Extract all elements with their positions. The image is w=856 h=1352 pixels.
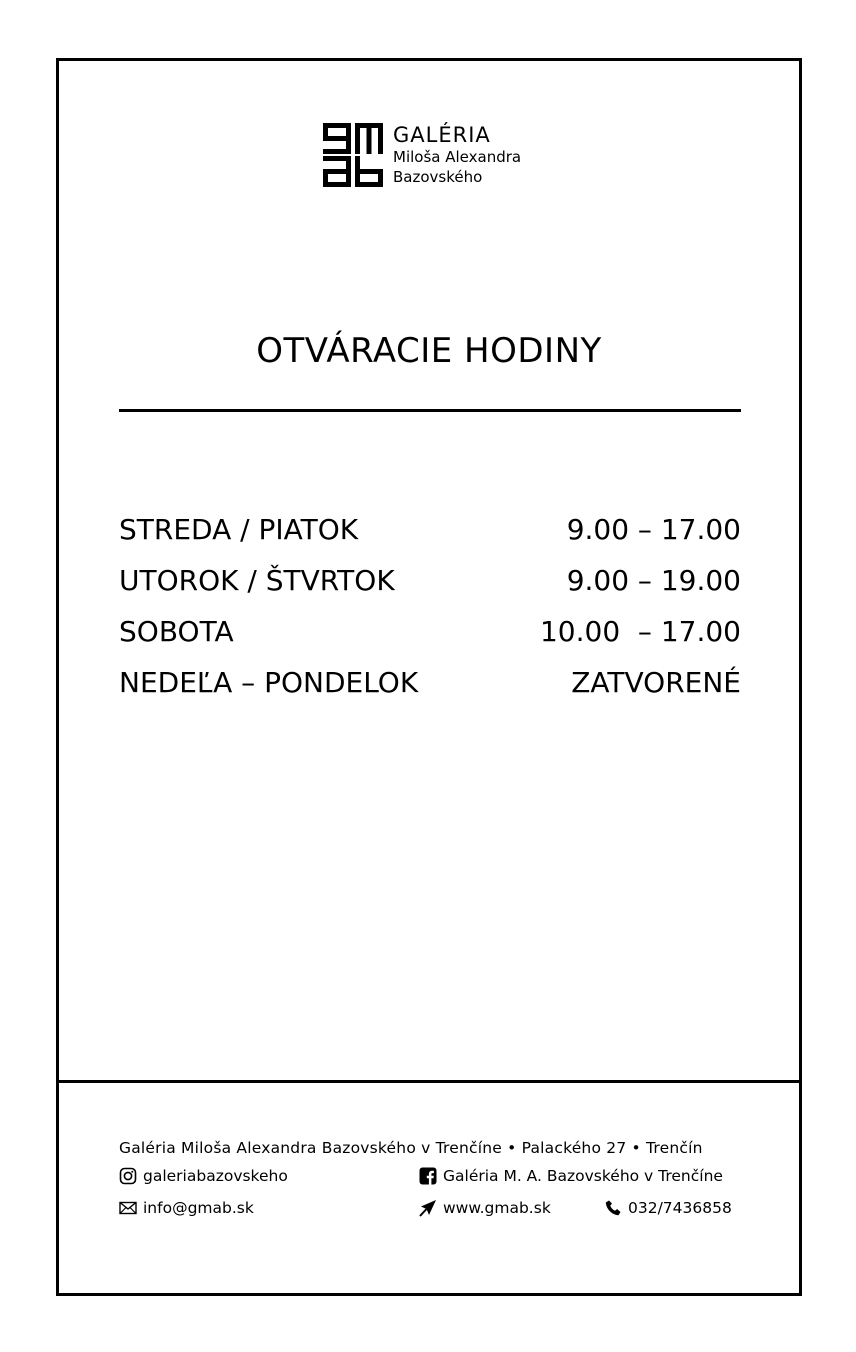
gmab-logo-icon	[323, 123, 383, 187]
hours-day: STREDA / PIATOK	[119, 513, 359, 546]
email-address: info@gmab.sk	[143, 1199, 254, 1217]
logo-line-surname: Bazovského	[393, 168, 483, 186]
instagram-link[interactable]	[119, 1167, 288, 1185]
phone-icon	[604, 1199, 622, 1217]
logo-line-galeria: GALÉRIA	[393, 123, 491, 147]
hours-row	[119, 510, 741, 561]
title-divider	[119, 409, 741, 412]
page-title: OTVÁRACIE HODINY	[256, 331, 602, 371]
hours-row	[119, 663, 741, 714]
facebook-link[interactable]	[419, 1167, 723, 1185]
email-link[interactable]	[119, 1199, 254, 1217]
facebook-icon	[419, 1167, 437, 1185]
hours-day: SOBOTA	[119, 615, 234, 648]
opening-hours-list	[119, 510, 741, 714]
hours-time: 9.00 – 19.00	[566, 564, 741, 597]
envelope-icon	[119, 1199, 137, 1217]
footer-divider	[59, 1080, 799, 1083]
poster-frame	[56, 58, 802, 1296]
hours-time: 10.00 – 17.00	[539, 615, 741, 648]
logo-line-name: Miloša Alexandra	[393, 148, 522, 166]
instagram-icon	[119, 1167, 137, 1185]
hours-row	[119, 612, 741, 663]
facebook-page-name: Galéria M. A. Bazovského v Trenčíne	[443, 1167, 723, 1185]
hours-day: UTOROK / ŠTVRTOK	[119, 564, 395, 597]
hours-time: 9.00 – 17.00	[566, 513, 741, 546]
arrow-icon	[419, 1199, 437, 1217]
hours-day: NEDEĽA – PONDELOK	[119, 666, 419, 699]
phone-link[interactable]	[604, 1199, 732, 1217]
hours-row	[119, 561, 741, 612]
instagram-handle: galeriabazovskeho	[143, 1167, 288, 1185]
website-url: www.gmab.sk	[443, 1199, 551, 1217]
footer-address: Galéria Miloša Alexandra Bazovského v Trenčíne • Palackého 27 • Trenčín	[119, 1139, 703, 1157]
website-link[interactable]	[419, 1199, 551, 1217]
hours-time: ZATVORENÉ	[571, 666, 741, 699]
phone-number: 032/7436858	[628, 1199, 732, 1217]
logo-wordmark	[393, 123, 521, 187]
